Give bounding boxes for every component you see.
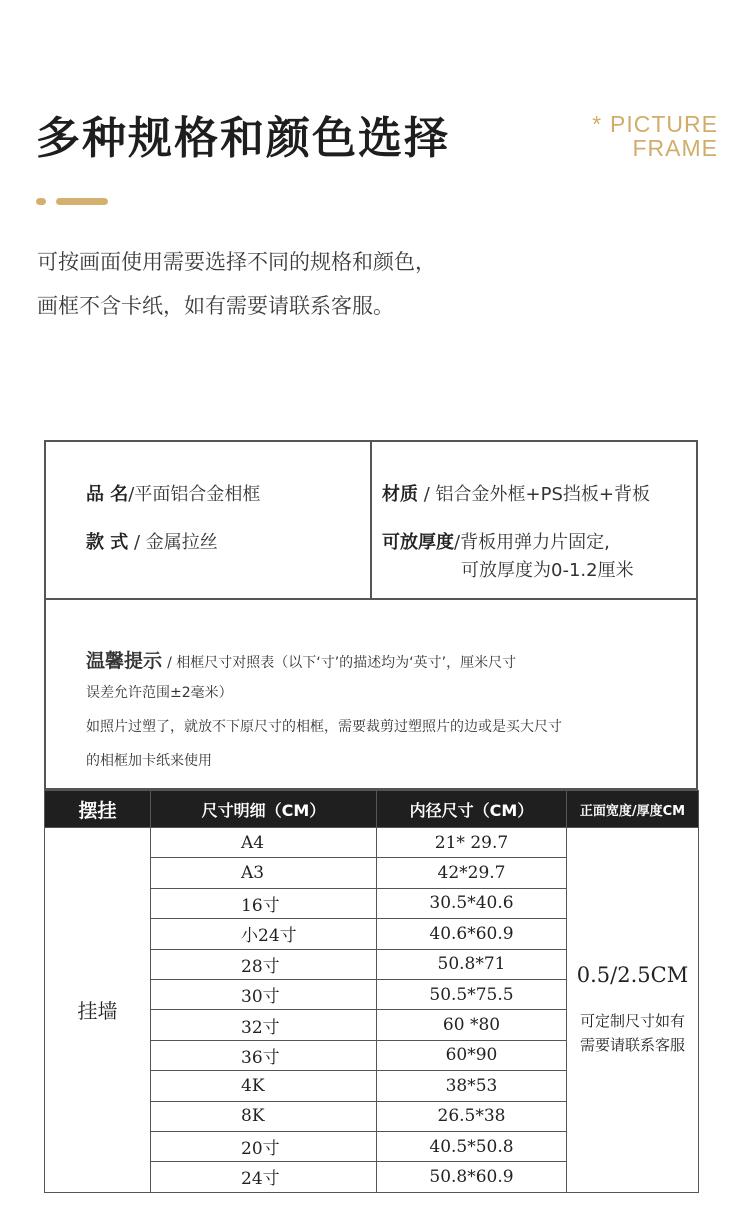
inner-size-cell: 38*53 [377,1071,567,1101]
header-hang: 摆挂 [45,791,151,828]
notice-line-1 [86,646,516,673]
inner-size-cell: 50.8*60.9 [377,1162,567,1192]
size-cell: 30寸 [151,979,377,1009]
inner-size-cell: 42*29.7 [377,858,567,888]
intro-text [37,240,436,328]
size-cell: 8K [151,1101,377,1131]
header-size: 尺寸明细（CM） [151,791,377,828]
spec-style-label: 款 式 [86,532,129,553]
spec-material-value: / 铝合金外框+PS挡板+背板 [423,484,650,505]
size-cell: 28寸 [151,949,377,979]
size-cell: 24寸 [151,1162,377,1192]
spec-thickness [382,528,610,554]
brand-line-2: FRAME [632,135,718,161]
spec-name-value: /平面铝合金相框 [128,484,261,505]
inner-size-cell: 26.5*38 [377,1101,567,1131]
size-cell: 36寸 [151,1040,377,1070]
table-row [45,828,699,858]
custom-note-2: 需要请联系客服 [579,1035,685,1054]
divider-vertical [370,442,372,599]
header-width: 正面宽度/厚度CM [567,791,699,828]
inner-size-cell: 40.6*60.9 [377,919,567,949]
brand-mark [592,112,718,160]
size-table [44,790,699,1193]
inner-size-cell: 60*90 [377,1040,567,1070]
notice-line-4: 的相框加卡纸来使用 [86,753,212,769]
spec-thickness-label: 可放厚度 [382,532,454,553]
inner-size-cell: 30.5*40.6 [377,888,567,918]
inner-size-cell: 60 *80 [377,1010,567,1040]
star-icon: * [592,111,603,137]
custom-note-1: 可定制尺寸如有 [579,1011,685,1030]
spec-material [382,480,650,506]
spec-name-label: 品 名 [86,484,129,505]
inner-size-cell: 50.5*75.5 [377,979,567,1009]
size-cell: 16寸 [151,888,377,918]
intro-line-1: 可按画面使用需要选择不同的规格和颜色， [37,250,436,274]
brand-line-1: PICTURE [610,111,718,137]
notice-label: 温馨提示 [86,650,163,672]
size-cell: A4 [151,828,377,858]
divider-horizontal [46,598,696,600]
size-cell: 32寸 [151,1010,377,1040]
size-cell: 小24寸 [151,919,377,949]
spec-material-label: 材质 [382,484,418,505]
inner-size-cell: 40.5*50.8 [377,1131,567,1161]
header-inner: 内径尺寸（CM） [377,791,567,828]
width-value: 0.5/2.5CM [576,962,689,987]
accent-dot [36,198,46,205]
intro-line-2: 画框不含卡纸，如有需要请联系客服。 [37,294,394,318]
table-header-row [45,791,699,828]
product-info-box [44,440,698,790]
spec-style [86,528,218,554]
spec-name [86,480,260,506]
inner-size-cell: 21* 29.7 [377,828,567,858]
notice-text-1: / 相框尺寸对照表（以下‘寸’的描述均为‘英寸’，厘米尺寸 [167,655,517,671]
size-cell: A3 [151,858,377,888]
size-cell: 4K [151,1071,377,1101]
width-cell [567,828,699,1193]
spec-thickness-value-1: /背板用弹力片固定, [454,532,610,553]
notice-line-2: 误差允许范围±2毫米） [86,685,233,701]
size-cell: 20寸 [151,1131,377,1161]
inner-size-cell: 50.8*71 [377,949,567,979]
notice-line-3: 如照片过塑了，就放不下原尺寸的相框，需要裁剪过塑照片的边或是买大尺寸 [86,719,562,735]
spec-style-value: / 金属拉丝 [134,532,218,553]
accent-bar [56,198,108,205]
spec-thickness-value-2: 可放厚度为0-1.2厘米 [461,560,634,581]
page-title: 多种规格和颜色选择 [36,113,450,164]
hang-cell: 挂墙 [45,828,151,1193]
